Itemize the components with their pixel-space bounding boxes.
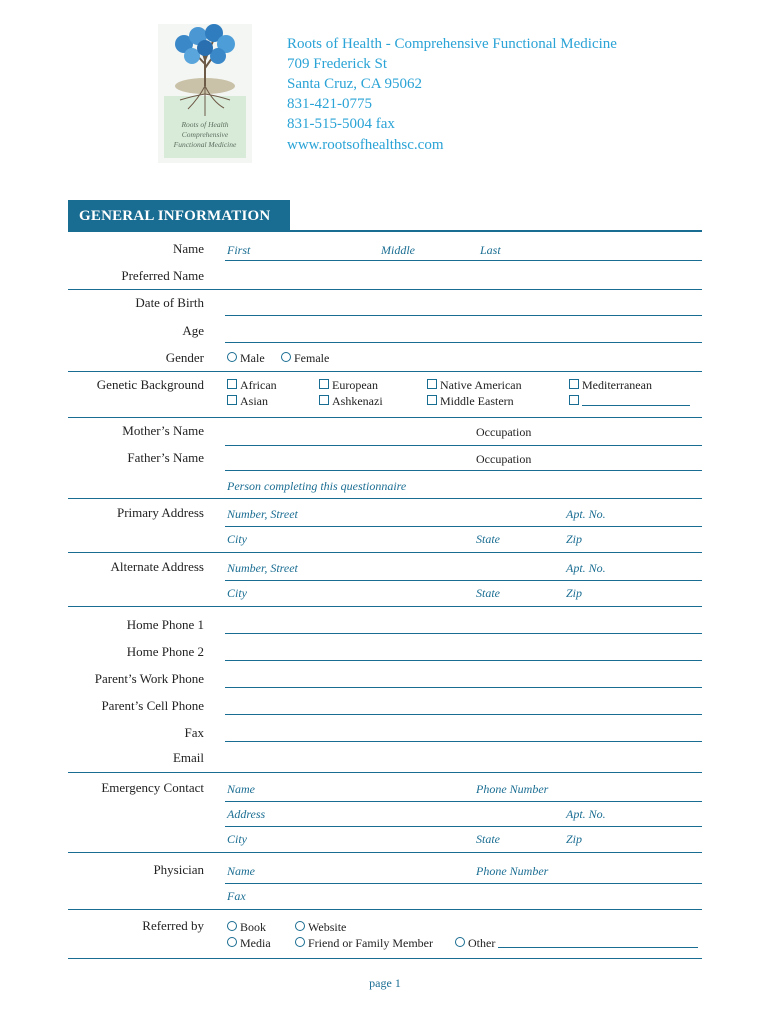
genetic-middle-eastern-option[interactable]: Middle Eastern [427,394,514,409]
gender-female-option[interactable]: Female [281,351,329,366]
primary-street-field[interactable] [225,526,702,527]
parent-cell-phone-field[interactable] [225,714,702,715]
referral-media-option[interactable]: Media [227,936,271,951]
referral-book-option[interactable]: Book [227,920,266,935]
hint-apt: Apt. No. [566,561,606,575]
clinic-fax: 831-515-5004 fax [287,116,395,132]
hint-zip: Zip [566,532,583,546]
genetic-ashkenazi-option[interactable]: Ashkenazi [319,394,383,409]
emergency-name-field[interactable] [225,801,702,802]
fax-field[interactable] [225,741,702,742]
hint-middle: Middle [381,243,415,257]
hint-mother-occupation: Occupation [476,425,532,439]
hint-number-street: Number, Street [227,561,298,575]
checkbox-icon [319,395,329,405]
logo-text-line-1: Roots of Health [181,120,229,129]
home-phone-2-field[interactable] [225,660,702,661]
clinic-logo [158,24,252,163]
row-divider [68,606,702,607]
hint-city: City [227,586,247,600]
hint-person-completing: Person completing this questionnaire [227,479,407,493]
hint-phone-number: Phone Number [476,782,549,796]
genetic-other-field[interactable] [582,395,690,406]
row-divider [68,772,702,773]
physician-name-field[interactable] [225,883,702,884]
alternate-street-field[interactable] [225,580,702,581]
radio-circle-icon [227,921,237,931]
hint-last: Last [480,243,501,257]
hint-father-occupation: Occupation [476,452,532,466]
name-field[interactable] [225,260,702,261]
logo-text-line-3: Functional Medicine [173,140,237,149]
label-primary-address: Primary Address [116,505,204,520]
label-age: Age [182,323,204,338]
radio-circle-icon [227,937,237,947]
clinic-website[interactable]: www.rootsofhealthsc.com [287,137,444,153]
genetic-european-option[interactable]: European [319,378,378,393]
radio-circle-icon [295,921,305,931]
age-field[interactable] [225,342,702,343]
hint-fax: Fax [227,889,246,903]
section-title: GENERAL INFORMATION [79,208,271,224]
row-divider [68,852,702,853]
mother-name-field[interactable] [225,445,702,446]
emergency-address-field[interactable] [225,826,702,827]
radio-circle-icon [227,352,237,362]
father-name-field[interactable] [225,470,702,471]
checkbox-icon [569,379,579,389]
genetic-mediterranean-option[interactable]: Mediterranean [569,378,652,393]
radio-circle-icon [455,937,465,947]
home-phone-1-field[interactable] [225,633,702,634]
clinic-phone: 831-421-0775 [287,96,372,112]
row-divider [68,498,702,499]
clinic-name: Roots of Health - Comprehensive Functional Medicine [287,36,617,52]
hint-address: Address [227,807,266,821]
hint-number-street: Number, Street [227,507,298,521]
label-home-phone-1: Home Phone 1 [126,617,204,632]
section-title-bar [68,200,290,231]
checkbox-icon [227,379,237,389]
label-name: Name [172,241,204,256]
hint-state: State [476,832,500,846]
label-parent-cell: Parent’s Cell Phone [101,698,204,713]
label-home-phone-2: Home Phone 2 [126,644,204,659]
gender-male-option[interactable]: Male [227,351,265,366]
row-divider [68,289,702,290]
radio-circle-icon [281,352,291,362]
clinic-street: 709 Frederick St [287,56,387,72]
checkbox-icon [427,379,437,389]
label-mother: Mother’s Name [122,423,204,438]
hint-city: City [227,832,247,846]
label-gender: Gender [165,350,204,365]
hint-state: State [476,532,500,546]
label-physician: Physician [153,862,204,877]
genetic-african-option[interactable]: African [227,378,277,393]
label-parent-work: Parent’s Work Phone [94,671,204,686]
row-divider [68,958,702,959]
row-divider [68,909,702,910]
hint-zip: Zip [566,586,583,600]
label-alternate-address: Alternate Address [110,559,204,574]
referral-friend-option[interactable]: Friend or Family Member [295,936,433,951]
label-emergency: Emergency Contact [101,780,204,795]
hint-apt: Apt. No. [566,807,606,821]
genetic-native-american-option[interactable]: Native American [427,378,522,393]
hint-name: Name [227,782,255,796]
genetic-asian-option[interactable]: Asian [227,394,268,409]
hint-state: State [476,586,500,600]
referral-other-field[interactable] [498,937,698,948]
hint-city: City [227,532,247,546]
page-number: page 1 [369,976,401,990]
checkbox-icon [569,395,579,405]
row-divider [68,552,702,553]
hint-first: First [227,243,251,257]
checkbox-icon [227,395,237,405]
genetic-other-option[interactable] [569,394,690,409]
hint-zip: Zip [566,832,583,846]
label-genetic: Genetic Background [96,377,204,392]
checkbox-icon [319,379,329,389]
row-divider [68,371,702,372]
hint-phone-number: Phone Number [476,864,549,878]
logo-text-line-2: Comprehensive [181,130,229,139]
checkbox-icon [427,395,437,405]
parent-work-phone-field[interactable] [225,687,702,688]
label-preferred-name: Preferred Name [121,268,204,283]
hint-apt: Apt. No. [566,507,606,521]
label-fax: Fax [184,725,204,740]
hint-name: Name [227,864,255,878]
dob-field[interactable] [225,315,702,316]
label-dob: Date of Birth [135,295,204,310]
label-referred: Referred by [142,918,204,933]
section-divider [68,230,702,232]
label-email: Email [172,750,204,765]
referral-other-option[interactable]: Other [455,936,698,951]
clinic-city-state: Santa Cruz, CA 95062 [287,76,422,92]
label-father: Father’s Name [127,450,204,465]
row-divider [68,417,702,418]
radio-circle-icon [295,937,305,947]
referral-website-option[interactable]: Website [295,920,346,935]
